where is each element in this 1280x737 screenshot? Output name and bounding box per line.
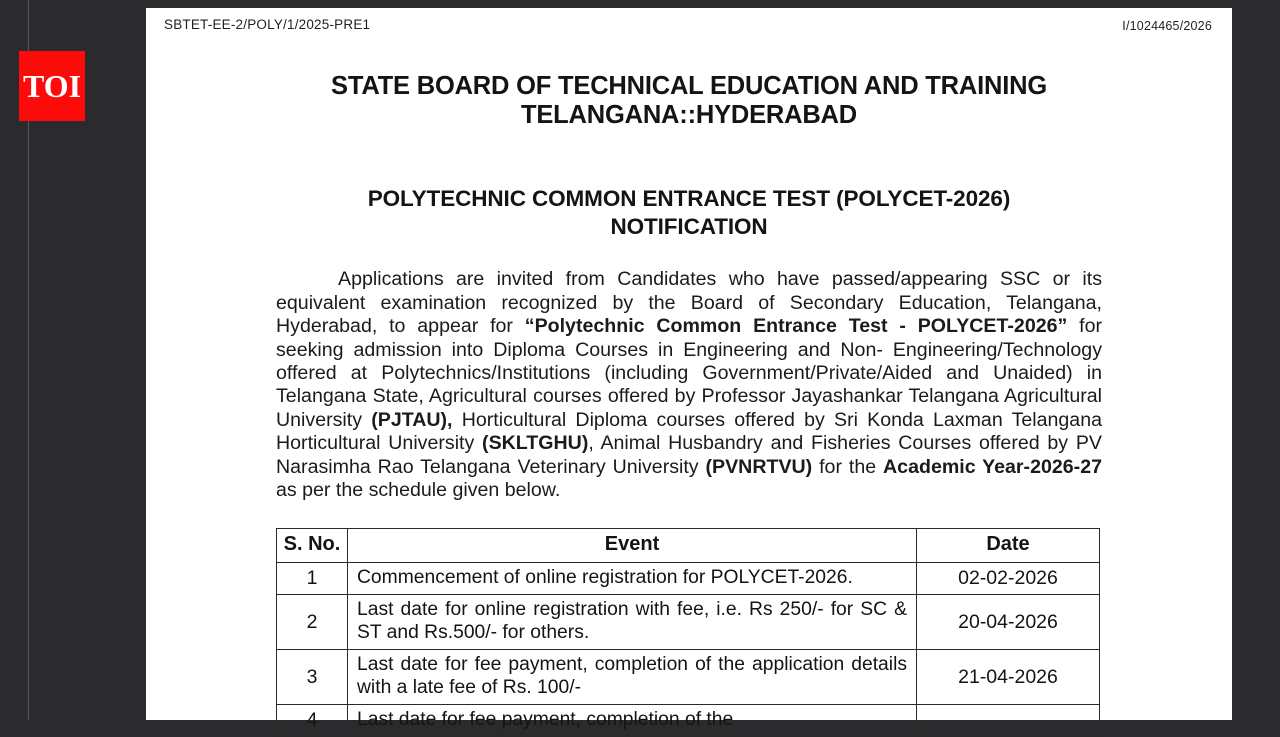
table-header-row xyxy=(277,529,1100,563)
notification-paragraph xyxy=(276,268,1102,502)
column-header-sno: S. No. xyxy=(277,529,348,563)
toi-logo xyxy=(19,51,85,121)
document-header xyxy=(146,8,1232,36)
cell-event: Last date for online registration with fee, i.e. Rs 250/- for SC & ST and Rs.500/- for others. xyxy=(348,595,917,650)
header-reference-right: I/1024465/2026 xyxy=(1122,19,1212,33)
cell-sno: 2 xyxy=(277,595,348,650)
para-segment-2: for seeking admission into Diploma Courses in Engineering and Non- Engineering/Technology offered at Polytechnics/Institutions (including Government/Private/Aided and Unaided) in Telangana State, Agricultural courses offered by Professor Jayashankar Telangana Agricultural University xyxy=(276,315,1102,431)
page-title-line1: STATE BOARD OF TECHNICAL EDUCATION AND TRAINING xyxy=(331,72,1047,100)
para-bold-academic-year: Academic Year-2026-27 xyxy=(883,455,1102,478)
para-segment-3: Horticultural Diploma courses offered by Sri Konda Laxman Telangana Horticultural University xyxy=(276,408,1102,455)
cell-date: 20-04-2026 xyxy=(917,595,1100,650)
cell-sno: 1 xyxy=(277,563,348,595)
para-bold-skltghu: (SKLTGHU) xyxy=(482,432,589,455)
cell-date: 02-02-2026 xyxy=(917,563,1100,595)
schedule-table xyxy=(276,528,1100,737)
page-subtitle xyxy=(276,185,1102,241)
table-row xyxy=(277,705,1100,737)
column-header-event: Event xyxy=(348,529,917,563)
header-reference-left: SBTET-EE-2/POLY/1/2025-PRE1 xyxy=(164,17,371,32)
para-segment-5: for the xyxy=(812,455,884,478)
para-bold-exam-name: “Polytechnic Common Entrance Test - POLYCET-2026” xyxy=(524,315,1068,338)
page-subtitle-line2: NOTIFICATION xyxy=(610,214,768,240)
cell-event: Last date for fee payment, completion of the xyxy=(348,705,917,737)
toi-logo-text: TOI xyxy=(22,68,82,104)
document-page xyxy=(146,8,1232,732)
page-title xyxy=(276,72,1102,129)
cell-date xyxy=(917,705,1100,737)
para-segment-4: , Animal Husbandry and Fisheries Courses offered by PV Narasimha Rao Telangana Veterinary University xyxy=(276,432,1102,478)
para-bold-pvnrtvu: (PVNRTVU) xyxy=(705,455,813,478)
cell-event: Last date for fee payment, completion of the application details with a late fee of Rs. 100/- xyxy=(348,650,917,705)
page-title-line2: TELANGANA::HYDERABAD xyxy=(521,100,857,129)
para-segment-6: as per the schedule given below. xyxy=(276,479,561,501)
page-subtitle-line1: POLYTECHNIC COMMON ENTRANCE TEST (POLYCET-2026) xyxy=(367,186,1011,212)
table-row xyxy=(277,650,1100,705)
cell-event: Commencement of online registration for POLYCET-2026. xyxy=(348,563,917,595)
para-segment-1: Applications are invited from Candidates who have passed/appearing SSC or its equivalent examination recognized by the Board of Secondary Education, Telangana, Hyderabad, to appear for xyxy=(276,268,1102,338)
table-row xyxy=(277,595,1100,650)
cell-date: 21-04-2026 xyxy=(917,650,1100,705)
document-body xyxy=(146,72,1232,737)
para-bold-pjtau: (PJTAU), xyxy=(371,408,453,431)
cell-sno: 4 xyxy=(277,705,348,737)
table-row xyxy=(277,563,1100,595)
cell-sno: 3 xyxy=(277,650,348,705)
column-header-date: Date xyxy=(917,529,1100,563)
